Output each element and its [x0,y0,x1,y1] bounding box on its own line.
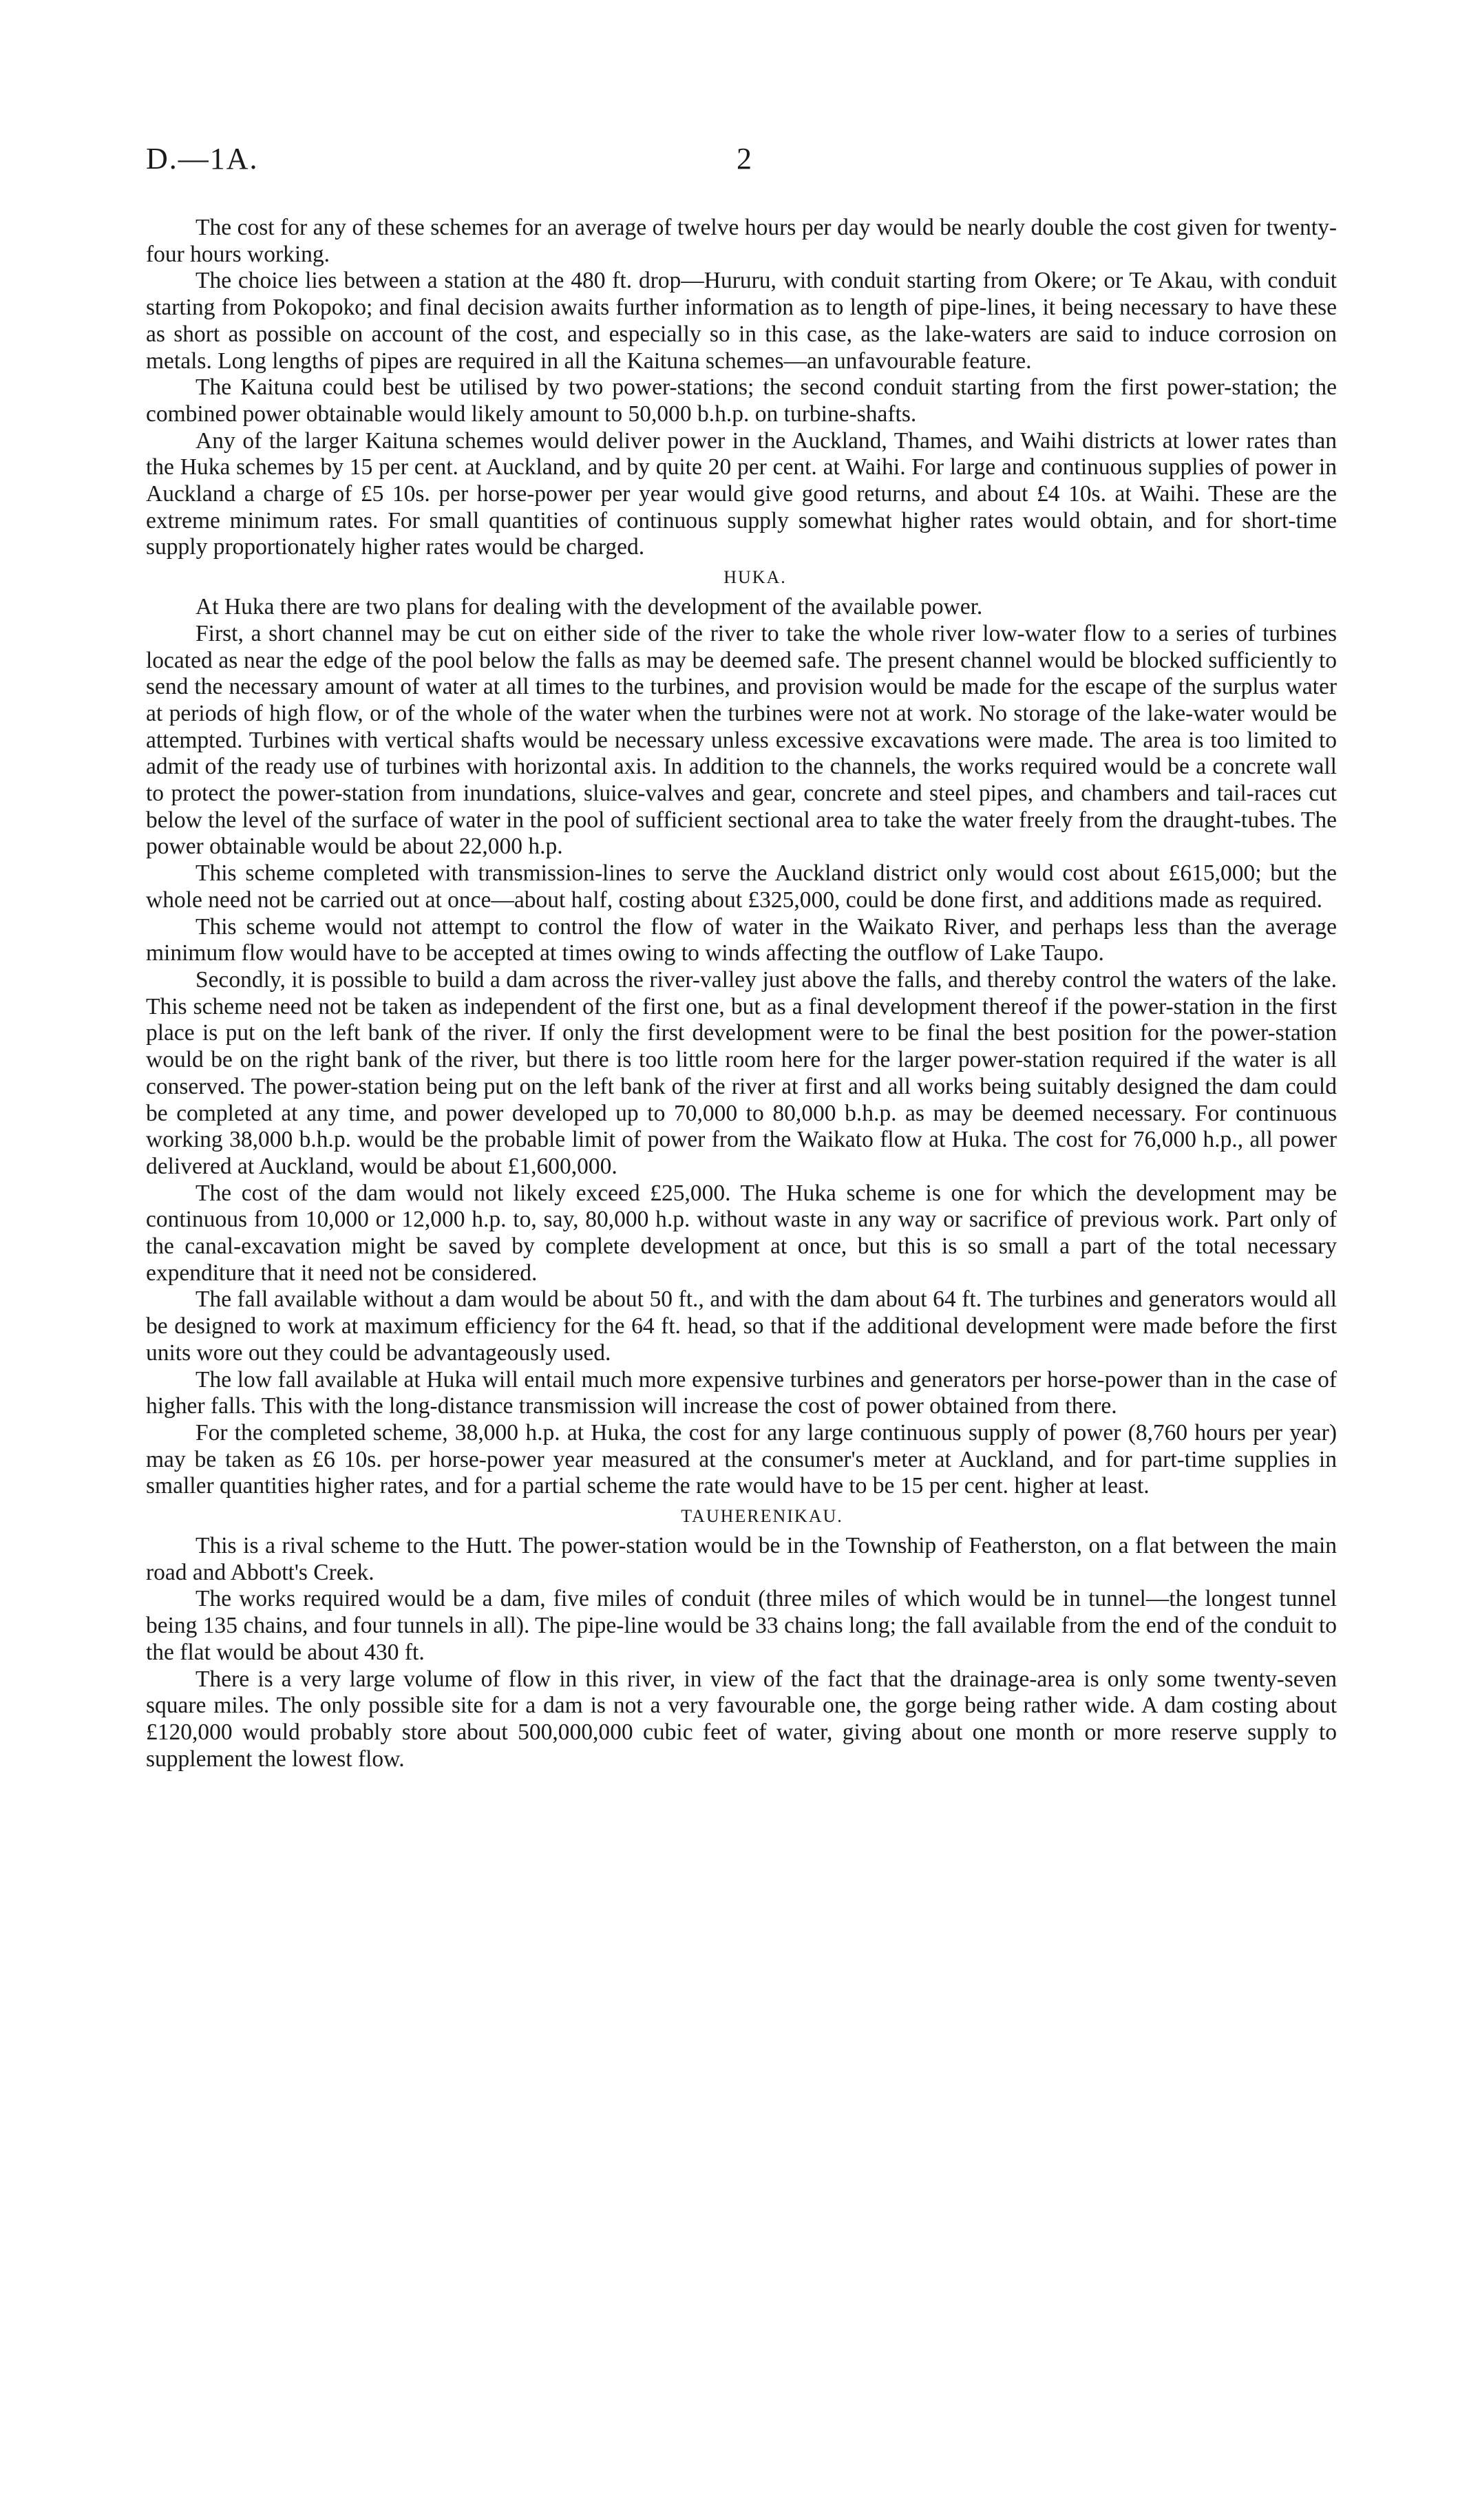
document-reference: D.—1A. [146,142,259,176]
page-number: 2 [737,142,752,176]
body-text [146,215,1337,1772]
intro-paragraph-3: The Kaituna could best be utilised by two power-stations; the second conduit starting from the first power-station; the combined power obtainable would likely amount to 50,000 b.h.p. on turbine-shafts. [146,374,1337,427]
tauherenikau-paragraph-1: This is a rival scheme to the Hutt. The power-station would be in the Township of Featherston, on a flat between the main road and Abbott's Creek. [146,1533,1337,1585]
huka-paragraph-9: For the completed scheme, 38,000 h.p. at Huka, the cost for any large continuous supply of power (8,760 hours per year) may be taken as £6 10s. per horse-power year measured at the consumer's meter at Auckland, and for part-time supplies in smaller quantities higher rates, and for a partial scheme the rate would have to be 15 per cent. higher at least. [146,1419,1337,1499]
section-heading-tauherenikau: TAUHERENIKAU. [681,1506,843,1527]
intro-paragraph-4: Any of the larger Kaituna schemes would deliver power in the Auckland, Thames, and Waihi districts at lower rates than the Huka schemes by 15 per cent. at Auckland, and by quite 20 per cent. at Waihi. For large and continuous supplies of power in Auckland a charge of £5 10s. per horse-power per year would give good returns, and about £4 10s. at Waihi. These are the extreme minimum rates. For small quantities of continuous supply somewhat higher rates would obtain, and for short-time supply proportionately higher rates would be charged. [146,427,1337,560]
huka-paragraph-2: First, a short channel may be cut on either side of the river to take the whole river low-water flow to a series of turbines located as near the edge of the pool below the falls as may be deemed safe. The present channel would be blocked sufficiently to send the necessary amount of water at all times to the turbines, and provision would be made for the escape of the surplus water at periods of high flow, or of the whole of the water when the turbines were not at work. No storage of the lake-water would be attempted. Turbines with vertical shafts would be necessary unless excessive excavations were made. The area is too limited to admit of the ready use of turbines with horizontal axis. In addition to the channels, the works required would be a concrete wall to protect the power-station from inundations, sluice-valves and gear, concrete and steel pipes, and chambers and tail-races cut below the level of the surface of water in the pool of sufficient sectional area to take the water freely from the draught-tubes. The power obtainable would be about 22,000 h.p. [146,620,1337,860]
huka-paragraph-8: The low fall available at Huka will entail much more expensive turbines and generators per horse-power than in the case of higher falls. This with the long-distance transmission will increase the cost of power obtained from there. [146,1366,1337,1419]
intro-paragraph-1: The cost for any of these schemes for an average of twelve hours per day would be nearly double the cost given for twenty-four hours working. [146,215,1337,267]
running-head [146,141,1337,189]
intro-paragraph-2: The choice lies between a station at the 480 ft. drop—Hururu, with conduit starting from Okere; or Te Akau, with conduit starting from Pokopoko; and final decision awaits further information as to length of pipe-lines, it being necessary to have these as short as possible on account of the cost, and especially so in this case, as the lake-waters are said to induce corrosion on metals. Long lengths of pipes are required in all the Kaituna schemes—an unfavourable feature. [146,268,1337,374]
tauherenikau-paragraph-3: There is a very large volume of flow in this river, in view of the fact that the drainage-area is only some twenty-seven square miles. The only possible site for a dam is not a very favourable one, the gorge being rather wide. A dam costing about £120,000 would probably store about 500,000,000 cubic feet of water, giving about one month or more reserve supply to supplement the lowest flow. [146,1666,1337,1772]
huka-paragraph-4: This scheme would not attempt to control the flow of water in the Waikato River, and perhaps less than the average minimum flow would have to be accepted at times owing to winds affecting the outflow of Lake Taupo. [146,913,1337,966]
huka-paragraph-6: The cost of the dam would not likely exceed £25,000. The Huka scheme is one for which the development may be continuous from 10,000 or 12,000 h.p. to, say, 80,000 h.p. without waste in any way or sacrifice of previous work. Part only of the canal-excavation might be saved by complete development at once, but this is so small a part of the total necessary expenditure that it need not be considered. [146,1180,1337,1286]
tauherenikau-paragraph-2: The works required would be a dam, five miles of conduit (three miles of which would be in tunnel—the longest tunnel being 135 chains, and four tunnels in all). The pipe-line would be 33 chains long; the fall available from the end of the conduit to the flat would be about 430 ft. [146,1586,1337,1665]
huka-paragraph-5: Secondly, it is possible to build a dam across the river-valley just above the falls, and thereby control the waters of the lake. This scheme need not be taken as independent of the first one, but as a final development thereof if the power-station in the first place is put on the left bank of the river. If only the first development were to be final the best position for the power-station would be on the right bank of the river, but there is too little room here for the larger power-station required if the water is all conserved. The power-station being put on the left bank of the river at first and all works being suitably designed the dam could be completed at any time, and power developed up to 70,000 to 80,000 b.h.p. as may be deemed necessary. For continuous working 38,000 b.h.p. would be the probable limit of power from the Waikato flow at Huka. The cost for 76,000 h.p., all power delivered at Auckland, would be about £1,600,000. [146,966,1337,1179]
section-heading-huka: HUKA. [723,567,787,588]
huka-paragraph-1: At Huka there are two plans for dealing with the development of the available power. [195,594,983,620]
huka-paragraph-3: This scheme completed with transmission-lines to serve the Auckland district only would cost about £615,000; but the whole need not be carried out at once—about half, costing about £325,000, could be done first, and additions made as required. [146,860,1337,913]
huka-paragraph-7: The fall available without a dam would be about 50 ft., and with the dam about 64 ft. The turbines and generators would all be designed to work at maximum efficiency for the 64 ft. head, so that if the additional development were made before the first units wore out they could be advantageously used. [146,1287,1337,1366]
